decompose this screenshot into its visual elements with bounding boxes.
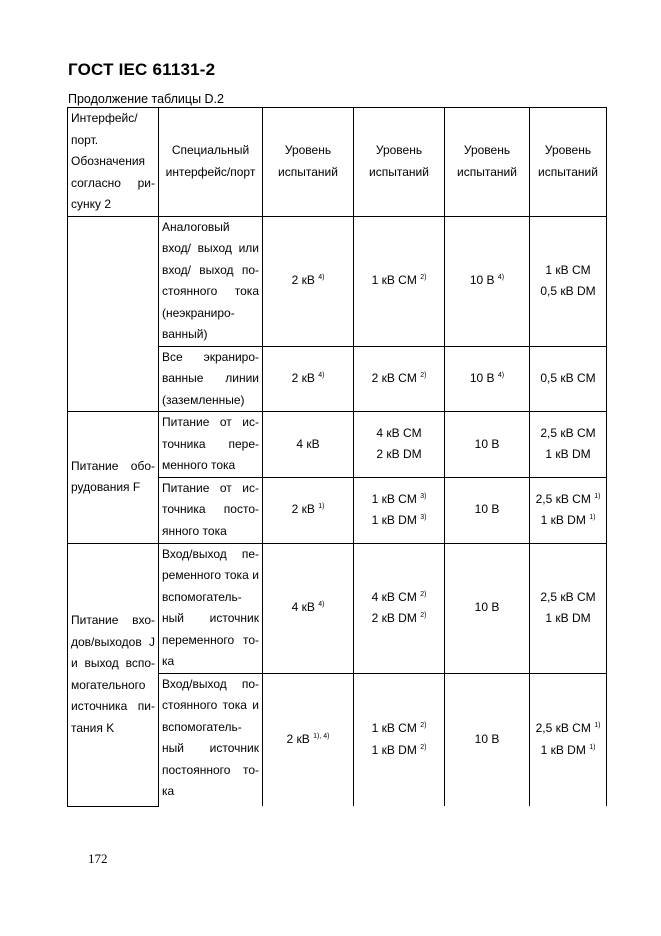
- footnote-ref: 2): [420, 722, 427, 730]
- special-interface-cell: Питание от ис-точника пере-менного тока: [159, 412, 263, 478]
- level3-cell: 10 В: [445, 412, 530, 478]
- level2-cell: 1 кВ CM $^{3)}$ 1 кВ DM $^{3)}$: [354, 477, 445, 543]
- footnote-ref: 3): [420, 492, 427, 500]
- level2-cell: 4 кВ CM 2 кВ DM: [354, 412, 445, 478]
- footnote-ref: 1): [589, 514, 596, 521]
- group-cell-equipment-power: Питание обо-рудования F: [68, 412, 159, 544]
- table-row: [68, 412, 607, 478]
- header-interface: Интерфейс/ порт. Обозначения согласно ри-сунку 2: [68, 108, 159, 217]
- footnote-ref: 1): [594, 492, 601, 500]
- level1-cell: 4 кВ: [263, 412, 354, 478]
- level4-cell: 2,5 кВ CM 1 кВ DM: [530, 543, 607, 673]
- document-title: ГОСТ IEC 61131-2: [68, 60, 216, 79]
- footnote-ref: 1): [594, 722, 601, 730]
- footnote-ref: 1): [318, 503, 325, 511]
- footnote-ref: 2): [420, 590, 427, 598]
- level3-cell: 10 В: [445, 543, 530, 673]
- level1-cell: 2 кВ $^{1), 4)}$: [263, 673, 354, 806]
- footnote-ref: 2): [420, 372, 427, 379]
- footnote-ref: 4): [318, 372, 325, 379]
- footnote-ref: 4): [497, 372, 505, 379]
- special-interface-cell: Все экраниро-ванные линии (заземленные): [159, 346, 263, 412]
- footnote-ref: 2): [420, 274, 427, 282]
- level3-cell: 10 В: [445, 673, 530, 806]
- footnote-ref: 4): [497, 274, 505, 282]
- special-interface-cell: Вход/выход пе-ременного тока и вспомогатель-ный источник переменного то-ка: [159, 543, 263, 673]
- header-test-level-4: Уровень испытаний: [530, 108, 607, 217]
- level3-cell: 10 В $^{4)}$: [445, 346, 530, 412]
- level4-cell: 2,5 кВ CM 1 кВ DM: [530, 412, 607, 478]
- header-test-level-1: Уровень испытаний: [263, 108, 354, 217]
- level3-cell: 10 В: [445, 477, 530, 543]
- footnote-ref: 1), 4): [313, 733, 330, 740]
- footnote-ref: 4): [318, 274, 325, 282]
- level2-cell: 2 кВ CM $^{2)}$: [354, 346, 445, 412]
- special-interface-cell: Питание от ис-точника посто-янного тока: [159, 477, 263, 543]
- table-caption: Продолжение таблицы D.2: [68, 92, 224, 106]
- level2-cell: 4 кВ CM $^{2)}$ 2 кВ DM $^{2)}$: [354, 543, 445, 673]
- level2-cell: 1 кВ CM $^{2)}$: [354, 216, 445, 346]
- level4-cell: 1 кВ CM 0,5 кВ DM: [530, 216, 607, 346]
- footnote-ref: 2): [420, 612, 427, 619]
- level1-cell: 2 кВ $^{1)}$: [263, 477, 354, 543]
- level1-cell: 2 кВ $^{4)}$: [263, 346, 354, 412]
- footnote-ref: 2): [420, 743, 427, 751]
- test-levels-table: [67, 107, 607, 807]
- group-cell-io-power: Питание вхо-дов/выходов J и выход вспо-могательного источника пи-тания K: [68, 543, 159, 806]
- special-interface-cell: Вход/выход по-стоянного тока и вспомогатель-ный источник постоянного то-ка: [159, 673, 263, 806]
- group-cell-empty: [68, 216, 159, 412]
- page-number: 172: [88, 851, 108, 866]
- table-header-row: [68, 108, 607, 217]
- header-test-level-3: Уровень испытаний: [445, 108, 530, 217]
- table-row: [68, 216, 607, 346]
- level4-cell: 2,5 кВ CM $^{1)}$ 1 кВ DM $^{1)}$: [530, 673, 607, 806]
- footnote-ref: 3): [420, 514, 427, 521]
- level4-cell: 0,5 кВ CM: [530, 346, 607, 412]
- footnote-ref: 4): [318, 601, 325, 609]
- footnote-ref: 1): [589, 743, 596, 751]
- special-interface-cell: Аналоговый вход/ выход или вход/ выход по-стоянного тока (неэкраниро-ванный): [159, 216, 263, 346]
- level2-cell: 1 кВ CM $^{2)}$ 1 кВ DM $^{2)}$: [354, 673, 445, 806]
- level1-cell: 2 кВ $^{4)}$: [263, 216, 354, 346]
- level1-cell: 4 кВ $^{4)}$: [263, 543, 354, 673]
- header-test-level-2: Уровень испытаний: [354, 108, 445, 217]
- header-special-interface: Специальный интерфейс/порт: [159, 108, 263, 217]
- level3-cell: 10 В $^{4)}$: [445, 216, 530, 346]
- table-row: [68, 543, 607, 673]
- level4-cell: 2,5 кВ CM $^{1)}$ 1 кВ DM $^{1)}$: [530, 477, 607, 543]
